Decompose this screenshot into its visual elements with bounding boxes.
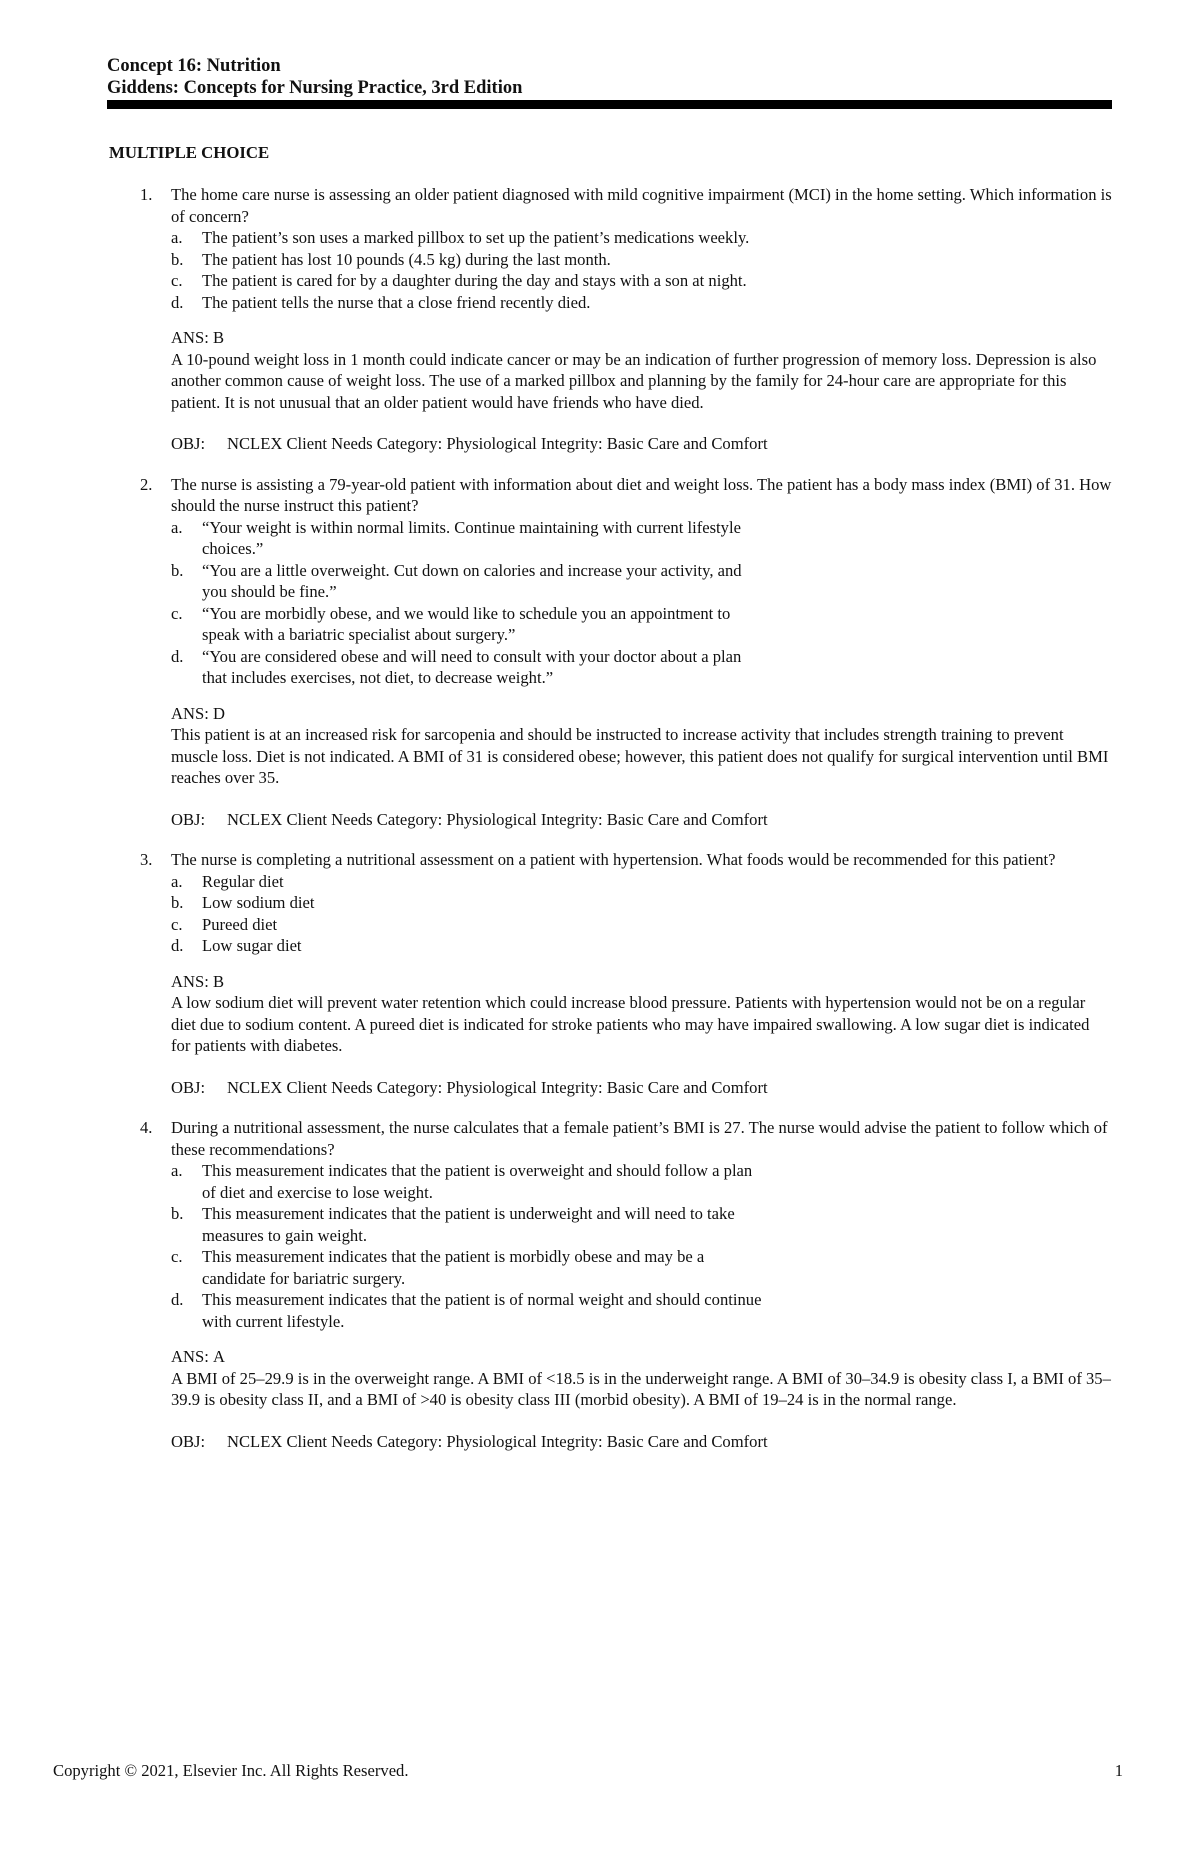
option-text: The patient tells the nurse that a close friend recently died. xyxy=(202,292,591,312)
obj-label: OBJ: xyxy=(171,1431,206,1451)
answer-block xyxy=(171,703,1112,831)
ans-label: ANS: xyxy=(171,1347,209,1366)
option-text: “You are considered obese and will need to consult with your doctor about a plan that includes exercises, not diet, to decrease weight.” xyxy=(202,646,742,687)
option-a xyxy=(171,871,762,893)
option-a xyxy=(171,1160,762,1203)
option-d xyxy=(171,1289,762,1332)
option-letter: a. xyxy=(171,228,183,247)
option-d xyxy=(171,935,762,957)
option-d xyxy=(171,646,762,689)
option-letter: b. xyxy=(171,249,184,269)
objective: NCLEX Client Needs Category: Physiological Integrity: Basic Care and Comfort xyxy=(227,1077,768,1097)
option-letter: c. xyxy=(171,914,183,934)
obj-label: OBJ: xyxy=(171,809,206,829)
option-letter: d. xyxy=(171,1290,184,1309)
rationale: A BMI of 25–29.9 is in the overweight range. A BMI of <18.5 is in the underweight range. A BMI of 30–34.9 is obesity class I, a BMI of 35–39.9 is obesity class II, and a BMI of >40 is obesity class III (morbid obesity). A BMI of 19–24 is in the normal range. xyxy=(171,1368,1111,1409)
rationale: A 10-pound weight loss in 1 month could indicate cancer or may be an indication of further progression of memory loss. Depression is also another common cause of weight loss. The use of a marked pillbox and planning by the family for 24-hour care are appropriate for this patient. It is not unusual that an older patient would have friends who have died. xyxy=(171,349,1097,412)
option-text: “You are morbidly obese, and we would like to schedule you an appointment to speak with a bariatric specialist about surgery.” xyxy=(202,603,731,644)
question-2 xyxy=(109,474,1112,831)
option-c xyxy=(171,1246,762,1289)
option-text: This measurement indicates that the patient is underweight and will need to take measures to gain weight. xyxy=(202,1204,735,1245)
objective: NCLEX Client Needs Category: Physiological Integrity: Basic Care and Comfort xyxy=(227,1431,768,1451)
option-a xyxy=(171,517,762,560)
obj-label: OBJ: xyxy=(171,434,206,453)
question-stem: The home care nurse is assessing an older patient diagnosed with mild cognitive impairment (MCI) in the home setting. Which information is of concern? xyxy=(171,185,1112,226)
question-list xyxy=(109,184,1112,1471)
question-3 xyxy=(109,849,1112,1098)
ans-label: ANS: xyxy=(171,971,209,991)
option-letter: b. xyxy=(171,1204,184,1223)
option-letter: d. xyxy=(171,646,184,666)
option-letter: c. xyxy=(171,603,183,623)
answer-block xyxy=(171,1346,1112,1452)
option-text: This measurement indicates that the patient is morbidly obese and may be a candidate for bariatric surgery. xyxy=(202,1247,705,1288)
option-letter: a. xyxy=(171,517,183,537)
option-text: Pureed diet xyxy=(202,914,278,934)
option-b xyxy=(171,1203,762,1246)
option-letter: b. xyxy=(171,893,184,912)
ans-label: ANS: xyxy=(171,703,209,723)
question-stem: During a nutritional assessment, the nurse calculates that a female patient’s BMI is 27. The nurse would advise the patient to follow which of these recommendations? xyxy=(171,1118,1108,1159)
question-1 xyxy=(109,184,1112,455)
answer-options xyxy=(171,1160,1112,1332)
option-d xyxy=(171,292,762,314)
rationale: A low sodium diet will prevent water retention which could increase blood pressure. Patients with hypertension would not be on a regular diet due to sodium content. A pureed diet is indicated for stroke patients who may have impaired swallowing. A low sugar diet is indicated for patients with diabetes. xyxy=(171,993,1090,1055)
option-b xyxy=(171,892,762,914)
objective: NCLEX Client Needs Category: Physiological Integrity: Basic Care and Comfort xyxy=(227,809,768,829)
concept-title: Concept 16: Nutrition xyxy=(107,56,281,76)
objective: NCLEX Client Needs Category: Physiological Integrity: Basic Care and Comfort xyxy=(227,434,768,453)
option-text: The patient’s son uses a marked pillbox to set up the patient’s medications weekly. xyxy=(202,228,750,247)
option-letter: d. xyxy=(171,292,184,312)
option-c xyxy=(171,914,762,936)
page-number: 1 xyxy=(1114,1761,1123,1780)
header-divider xyxy=(107,100,1112,109)
answer-block xyxy=(171,971,1112,1099)
option-letter: a. xyxy=(171,1161,183,1180)
page-header xyxy=(107,55,1112,99)
option-c xyxy=(171,603,762,646)
option-letter: c. xyxy=(171,1247,183,1266)
question-4 xyxy=(109,1117,1112,1452)
option-text: “You are a little overweight. Cut down on calories and increase your activity, and you should be fine.” xyxy=(202,560,742,601)
option-text: Regular diet xyxy=(202,871,284,891)
option-text: This measurement indicates that the patient is overweight and should follow a plan of diet and exercise to lose weight. xyxy=(202,1161,753,1202)
section-title: MULTIPLE CHOICE xyxy=(109,143,270,162)
option-letter: b. xyxy=(171,560,184,580)
option-text: The patient is cared for by a daughter during the day and stays with a son at night. xyxy=(202,271,747,290)
option-a xyxy=(171,227,762,249)
answer-block xyxy=(171,327,1112,455)
answer-key: A xyxy=(213,1347,225,1366)
question-number: 2. xyxy=(140,474,153,494)
question-number: 1. xyxy=(140,185,153,204)
page-footer xyxy=(53,1760,1123,1782)
book-title: Giddens: Concepts for Nursing Practice, 3rd Edition xyxy=(107,78,523,98)
option-text: Low sodium diet xyxy=(202,893,315,912)
option-letter: c. xyxy=(171,271,183,290)
ans-label: ANS: xyxy=(171,328,209,347)
answer-options xyxy=(171,227,1112,313)
question-number: 3. xyxy=(140,850,153,869)
answer-options xyxy=(171,871,1112,957)
answer-key: B xyxy=(213,971,225,991)
question-number: 4. xyxy=(140,1118,153,1137)
option-letter: a. xyxy=(171,871,183,891)
obj-label: OBJ: xyxy=(171,1077,206,1097)
option-c xyxy=(171,270,862,292)
question-stem: The nurse is assisting a 79-year-old patient with information about diet and weight loss. The patient has a body mass index (BMI) of 31. How should the nurse instruct this patient? xyxy=(171,474,1112,515)
option-text: This measurement indicates that the patient is of normal weight and should continue with current lifestyle. xyxy=(202,1290,762,1331)
option-letter: d. xyxy=(171,936,184,955)
answer-key: D xyxy=(213,703,225,723)
option-text: Low sugar diet xyxy=(202,936,302,955)
rationale: This patient is at an increased risk for sarcopenia and should be instructed to increase activity that includes strength training to prevent muscle loss. Diet is not indicated. A BMI of 31 is considered obese; however, this patient does not qualify for surgical intervention until BMI reaches over 35. xyxy=(171,725,1109,787)
option-b xyxy=(171,249,762,271)
copyright-notice: Copyright © 2021, Elsevier Inc. All Rights Reserved. xyxy=(53,1761,409,1780)
option-text: “Your weight is within normal limits. Continue maintaining with current lifestyle choices.” xyxy=(202,517,741,558)
question-stem: The nurse is completing a nutritional assessment on a patient with hypertension. What foods would be recommended for this patient? xyxy=(171,850,1056,869)
answer-options xyxy=(171,517,1112,689)
answer-key: B xyxy=(213,328,225,347)
option-text: The patient has lost 10 pounds (4.5 kg) during the last month. xyxy=(202,249,611,269)
option-b xyxy=(171,560,762,603)
